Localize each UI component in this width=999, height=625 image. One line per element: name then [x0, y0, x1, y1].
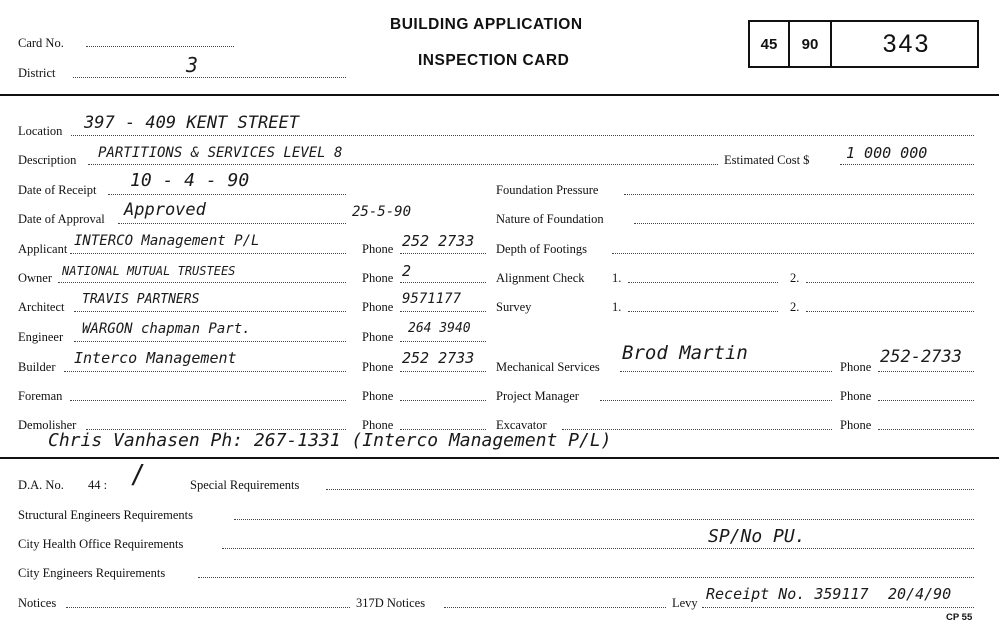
mechanical-services-phone-label: Phone	[840, 360, 872, 374]
architect-line	[74, 311, 346, 312]
alignment-check-label: Alignment Check	[496, 271, 585, 285]
applicant-line	[70, 253, 346, 254]
mechanical-services-line	[620, 371, 832, 372]
district-line	[73, 77, 346, 78]
demolisher-label: Demolisher	[18, 418, 77, 432]
notices-line	[66, 607, 350, 608]
district-value: 3	[186, 53, 199, 77]
nature-of-foundation-line	[634, 223, 974, 224]
date-of-approval-label: Date of Approval	[18, 212, 105, 226]
card-number: 343	[882, 29, 931, 58]
date-of-approval-line	[118, 223, 346, 224]
owner-line	[58, 282, 346, 283]
foreman-phone-label: Phone	[362, 389, 394, 403]
da-no-value: 44 :	[88, 478, 108, 492]
nature-of-foundation-label: Nature of Foundation	[496, 212, 604, 226]
notices-label: Notices	[18, 596, 57, 610]
card-no-label: Card No.	[18, 36, 64, 50]
owner-phone-label: Phone	[362, 271, 394, 285]
excavator-phone-label: Phone	[840, 418, 872, 432]
notices-317d-label: 317D Notices	[356, 596, 426, 610]
foreman-phone-line	[400, 400, 486, 401]
estimated-cost-line	[840, 164, 974, 165]
description-label: Description	[18, 153, 77, 167]
architect-phone-label: Phone	[362, 300, 394, 314]
da-no-label: D.A. No.	[18, 478, 64, 492]
project-manager-phone-label: Phone	[840, 389, 872, 403]
owner-value: NATIONAL MUTUAL TRUSTEES	[62, 264, 236, 278]
applicant-phone: 252 2733	[402, 232, 475, 250]
builder-phone: 252 2733	[402, 349, 475, 367]
date-of-receipt-line	[108, 194, 346, 195]
levy-value: Receipt No. 359117	[706, 585, 869, 603]
box-code-1: 45	[750, 22, 790, 66]
date-of-receipt-value: 10 - 4 - 90	[130, 170, 250, 191]
engineer-line	[74, 341, 346, 342]
survey-line-2	[806, 311, 974, 312]
structural-requirements-label: Structural Engineers Requirements	[18, 508, 193, 522]
card-number-box	[748, 20, 979, 68]
notices-317d-line	[444, 607, 666, 608]
estimated-cost-value: 1 000 000	[846, 144, 928, 162]
survey-label: Survey	[496, 300, 532, 314]
builder-phone-label: Phone	[362, 360, 394, 374]
builder-label: Builder	[18, 360, 56, 374]
applicant-phone-line	[400, 253, 486, 254]
foundation-pressure-label: Foundation Pressure	[496, 183, 599, 197]
builder-line	[64, 371, 346, 372]
alignment-check-item-2: 2.	[790, 271, 800, 285]
form-title-line-1: BUILDING APPLICATION	[390, 16, 583, 33]
date-of-approval-date: 25-5-90	[352, 204, 412, 220]
engineer-value: WARGON chapman Part.	[82, 321, 251, 337]
city-engineers-requirements-line	[198, 577, 974, 578]
district-label: District	[18, 66, 56, 80]
architect-phone: 9571177	[402, 291, 462, 307]
location-value: 397 - 409 KENT STREET	[84, 113, 299, 133]
alignment-check-line-2	[806, 282, 974, 283]
foundation-pressure-line	[624, 194, 974, 195]
foreman-line	[70, 400, 346, 401]
applicant-label: Applicant	[18, 242, 68, 256]
builder-value: Interco Management	[74, 349, 237, 367]
mechanical-services-value: Brod Martin	[622, 342, 748, 364]
levy-label: Levy	[672, 596, 698, 610]
location-label: Location	[18, 124, 63, 138]
mechanical-services-phone: 252-2733	[880, 347, 962, 367]
engineer-label: Engineer	[18, 330, 64, 344]
survey-item-1: 1.	[612, 300, 622, 314]
special-requirements-label: Special Requirements	[190, 478, 300, 492]
levy-line	[702, 607, 974, 608]
city-health-requirements-line	[222, 548, 974, 549]
form-title-line-2: INSPECTION CARD	[418, 52, 570, 69]
header-rule	[0, 94, 999, 96]
project-manager-label: Project Manager	[496, 389, 579, 403]
da-mark: /	[130, 460, 146, 490]
depth-of-footings-line	[612, 253, 974, 254]
description-line	[88, 164, 718, 165]
alignment-check-line-1	[628, 282, 778, 283]
demolisher-phone-label: Phone	[362, 418, 394, 432]
special-requirements-line	[326, 489, 974, 490]
project-manager-phone-line	[878, 400, 974, 401]
alignment-check-item-1: 1.	[612, 271, 622, 285]
location-line	[71, 135, 974, 136]
demolisher-note: Chris Vanhasen Ph: 267-1331 (Interco Management P/L)	[48, 430, 612, 451]
survey-item-2: 2.	[790, 300, 800, 314]
city-health-requirements-label: City Health Office Requirements	[18, 537, 184, 551]
engineer-phone: 264 3940	[408, 321, 471, 336]
architect-value: TRAVIS PARTNERS	[82, 292, 200, 307]
depth-of-footings-label: Depth of Footings	[496, 242, 587, 256]
project-manager-line	[600, 400, 832, 401]
owner-phone-line	[400, 282, 486, 283]
estimated-cost-label: Estimated Cost $	[724, 153, 810, 167]
architect-phone-line	[400, 311, 486, 312]
excavator-label: Excavator	[496, 418, 547, 432]
owner-label: Owner	[18, 271, 53, 285]
box-code-2: 90	[790, 22, 832, 66]
architect-label: Architect	[18, 300, 65, 314]
applicant-value: INTERCO Management P/L	[74, 233, 260, 249]
structural-requirements-line	[234, 519, 974, 520]
excavator-phone-line	[878, 429, 974, 430]
builder-phone-line	[400, 371, 486, 372]
engineer-phone-label: Phone	[362, 330, 394, 344]
mechanical-services-phone-line	[878, 371, 974, 372]
section-rule	[0, 457, 999, 459]
date-of-receipt-label: Date of Receipt	[18, 183, 97, 197]
excavator-line	[562, 429, 832, 430]
levy-date: 20/4/90	[888, 585, 952, 603]
owner-phone: 2	[402, 262, 412, 280]
city-health-requirements-value: SP/No PU.	[708, 526, 806, 547]
form-code: CP 55	[946, 612, 973, 623]
city-engineers-requirements-label: City Engineers Requirements	[18, 566, 166, 580]
foreman-label: Foreman	[18, 389, 63, 403]
mechanical-services-label: Mechanical Services	[496, 360, 600, 374]
card-no-line	[86, 46, 234, 47]
survey-line-1	[628, 311, 778, 312]
description-value: PARTITIONS & SERVICES LEVEL 8	[98, 145, 343, 161]
date-of-approval-value: Approved	[124, 200, 206, 220]
applicant-phone-label: Phone	[362, 242, 394, 256]
engineer-phone-line	[400, 341, 486, 342]
